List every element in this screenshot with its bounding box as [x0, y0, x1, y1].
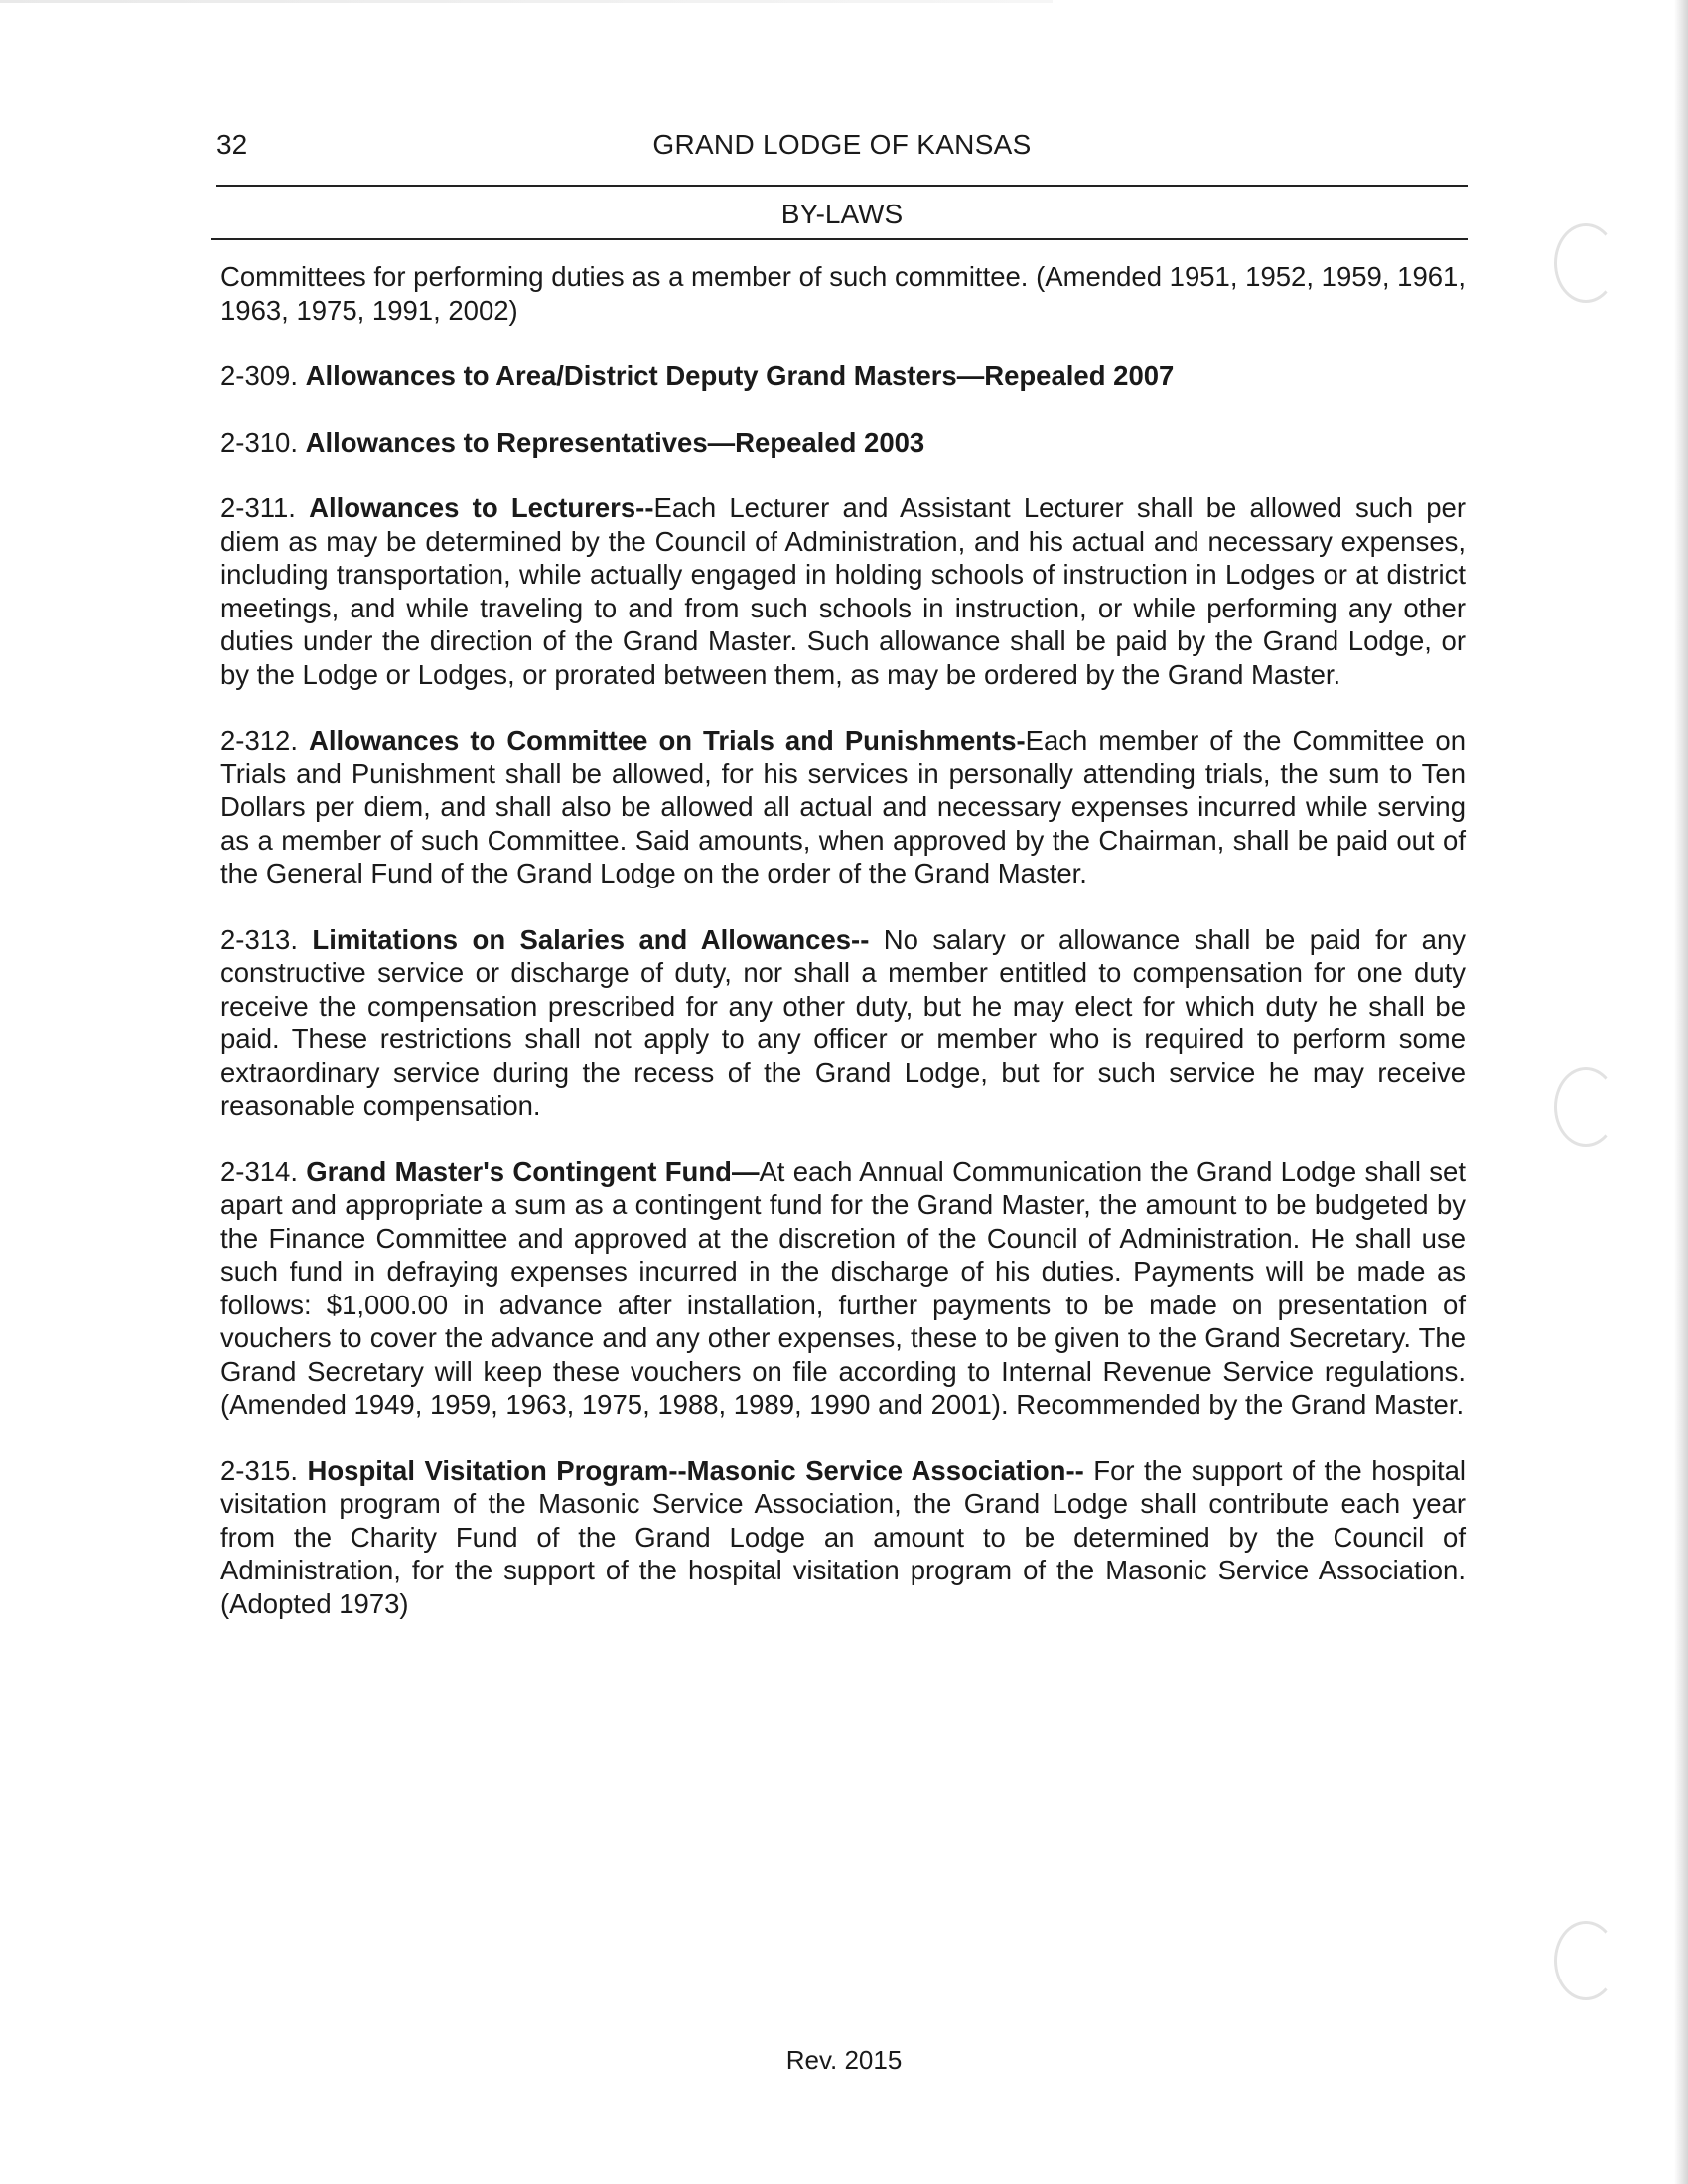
- revision-label: Rev. 2015: [785, 2045, 903, 2075]
- section-2-309: [220, 359, 1466, 393]
- paragraph-continuation: [220, 260, 1466, 327]
- page-footer: [0, 2043, 1688, 2077]
- punch-hole-middle: [1554, 1067, 1618, 1147]
- section-number: 2-315.: [220, 1454, 298, 1486]
- section-2-312: [220, 724, 1466, 890]
- section-2-313: [220, 923, 1466, 1123]
- header-rule-bottom: [211, 238, 1468, 240]
- section-text: No salary or allowance shall be paid for any constructive service or discharge of duty, nor shall a member entitled to compensation for one duty receive the compensation prescribed for any other duty, but he may elect for which duty he shall be paid. These restrictions shall not apply to any officer or member who is required to perform some extraordinary service during the recess of the Grand Lodge, but for such service he may receive reasonable compensation.: [220, 923, 1467, 1121]
- document-body: [220, 260, 1466, 1620]
- section-text: Each member of the Committee on Trials and Punishment shall be allowed, for his services in personally attending trials, the sum to Ten Dollars per diem, and shall also be allowed all actual and necessary expenses incurred while serving as a member of such Committee. Said amounts, when approved by the Chairman, shall be paid out of the General Fund of the Grand Lodge on the order of the Grand Master.: [220, 725, 1467, 888]
- section-2-310: [220, 426, 1466, 460]
- paragraph-text: Committees for performing duties as a member of such committee. (Amended 1951, 1952, 1959, 1961, 1963, 1975, 1991, 2002): [220, 261, 1466, 326]
- section-heading: Allowances to Lecturers--: [309, 492, 654, 523]
- section-number: 2-312.: [220, 725, 298, 755]
- section-number: 2-313.: [220, 923, 298, 955]
- section-number: 2-311.: [220, 492, 296, 523]
- section-number: 2-309.: [220, 360, 298, 391]
- page-edge-shadow: [1674, 0, 1688, 2184]
- running-title: GRAND LODGE OF KANSAS: [652, 129, 1032, 160]
- punch-hole-bottom: [1554, 1921, 1618, 2000]
- punch-hole-top: [1554, 223, 1618, 303]
- section-subtitle: BY-LAWS: [780, 199, 904, 229]
- section-2-311: [220, 491, 1466, 691]
- section-number: 2-314.: [220, 1156, 298, 1187]
- scan-artifact-top: [0, 0, 1053, 3]
- section-number: 2-310.: [220, 426, 298, 458]
- section-text: Each Lecturer and Assistant Lecturer shall be allowed such per diem as may be determined by the Council of Administration, and his actual and necessary expenses, including transportation, while actually engaged in holding schools of instruction in Lodges or at district meetings, and while traveling to and from such schools in instruction, or while performing any other duties under the direction of the Grand Master. Such allowance shall be paid by the Grand Lodge, or by the Lodge or Lodges, or prorated between them, as may be ordered by the Grand Master.: [220, 492, 1467, 690]
- section-2-314: [220, 1156, 1466, 1422]
- section-heading: Allowances to Committee on Trials and Punishments-: [309, 725, 1026, 755]
- page-number: 32: [216, 129, 248, 160]
- section-2-315: [220, 1454, 1466, 1621]
- section-text: For the support of the hospital visitation program of the Masonic Service Association, the Grand Lodge shall contribute each year from the Charity Fund of the Grand Lodge an amount to be determined by the Council of Administration, for the support of the hospital visitation program of the Masonic Service Association. (Adopted 1973): [220, 1454, 1466, 1619]
- section-heading: Limitations on Salaries and Allowances--: [312, 923, 870, 955]
- section-heading: Hospital Visitation Program--Masonic Service Association--: [307, 1454, 1084, 1486]
- section-heading: Allowances to Area/District Deputy Grand Masters—Repealed 2007: [305, 360, 1175, 391]
- section-heading: Allowances to Representatives—Repealed 2003: [305, 426, 925, 458]
- section-heading: Grand Master's Contingent Fund—: [306, 1156, 760, 1187]
- section-text: At each Annual Communication the Grand Lodge shall set apart and appropriate a sum as a contingent fund for the Grand Master, the amount to be budgeted by the Finance Committee and approved at the discretion of the Council of Administration. He shall use such fund in defraying expenses incurred in the discharge of his duties. Payments will be made as follows: $1,000.00 in advance after installation, further payments to be made on presentation of vouchers to cover the advance and any other expenses, these to be given to the Grand Secretary. The Grand Secretary will keep these vouchers on file according to Internal Revenue Service regulations. (Amended 1949, 1959, 1963, 1975, 1988, 1989, 1990 and 2001). Recommended by the Grand Master.: [220, 1156, 1466, 1420]
- header-rule-top: [216, 185, 1468, 187]
- page-header: [216, 125, 1468, 165]
